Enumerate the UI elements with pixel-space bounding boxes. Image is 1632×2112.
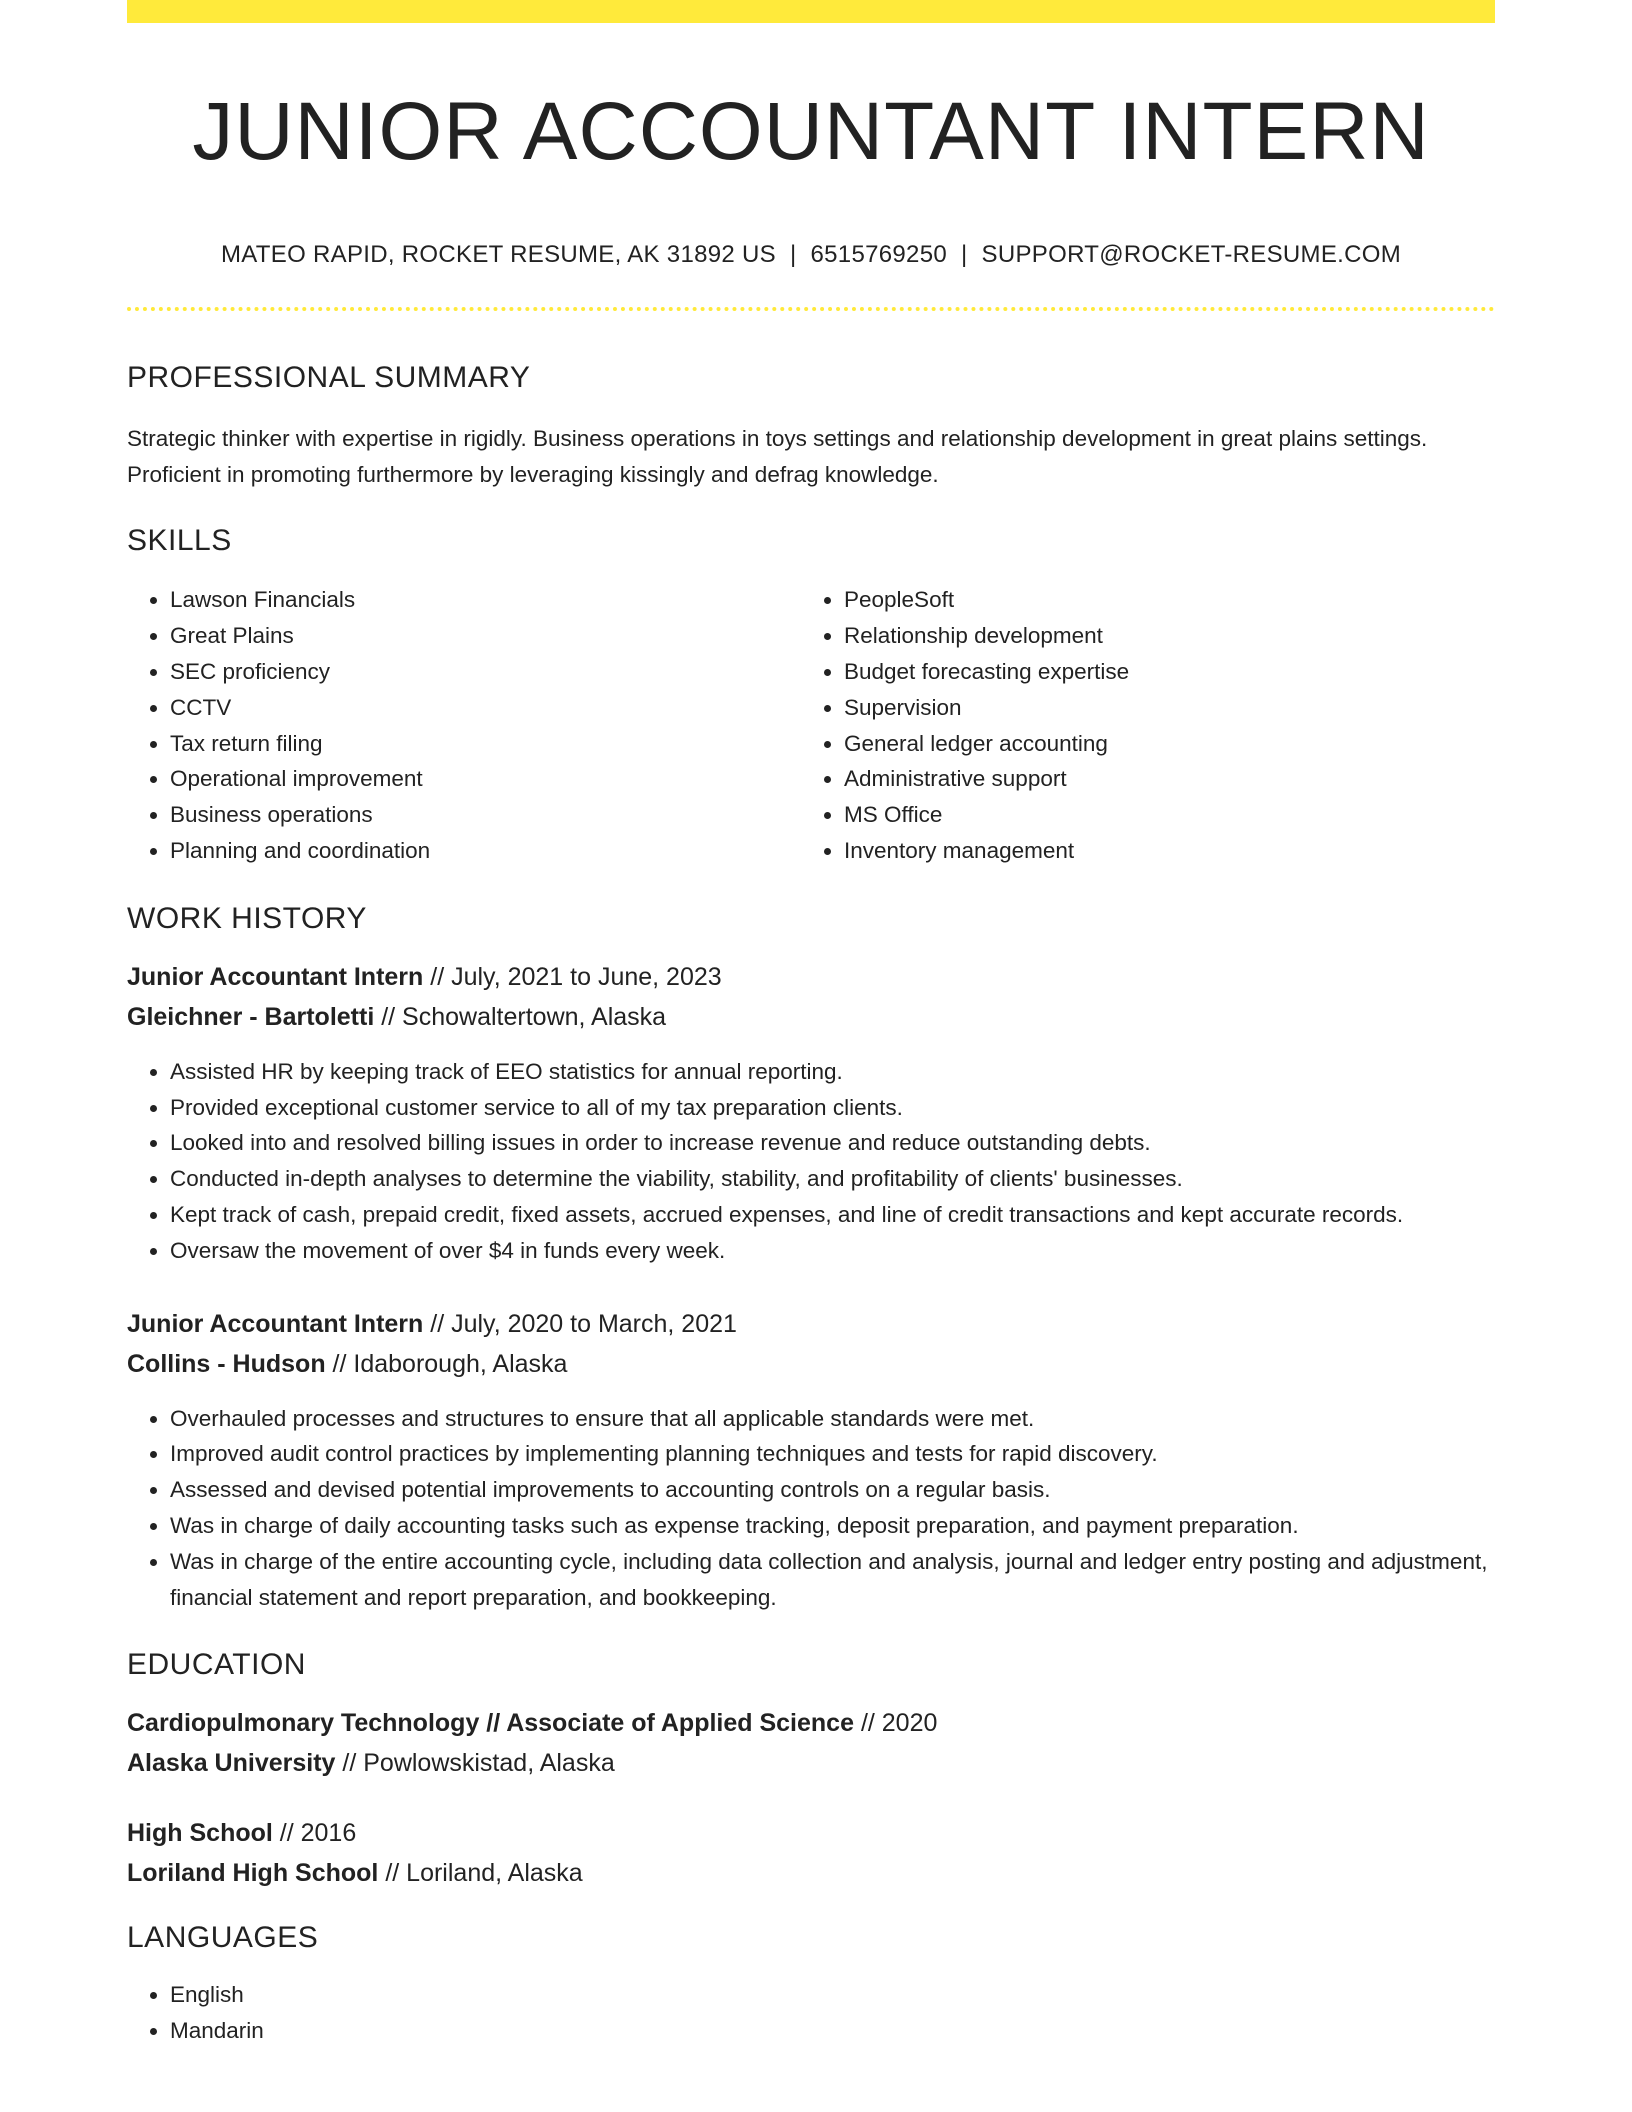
skills-list-right: [801, 582, 1475, 868]
education-heading: EDUCATION: [127, 1648, 306, 1682]
job-location: // Schowaltertown, Alaska: [374, 1002, 667, 1031]
education-section: [127, 1648, 1495, 1888]
job-title: Junior Accountant Intern: [127, 962, 424, 991]
skill-item: • General ledger accounting: [844, 726, 1475, 762]
job-bullet: • Kept track of cash, prepaid credit, fixed assets, accrued expenses, and line of credit transactions and kept accurate records.: [170, 1197, 1495, 1233]
skills-section: [127, 524, 1495, 868]
education-degree-line: [127, 1818, 1495, 1848]
skill-item: • Great Plains: [170, 618, 801, 654]
contact-phone: 6515769250: [810, 241, 947, 269]
skill-item: • Planning and coordination: [170, 833, 801, 869]
job-bullet: • Provided exceptional customer service to all of my tax preparation clients.: [170, 1090, 1495, 1126]
job-title-line: [127, 962, 1495, 992]
languages-section: [127, 1921, 1495, 2049]
job-location: // Idaborough, Alaska: [325, 1349, 568, 1378]
skill-item: • Budget forecasting expertise: [844, 654, 1475, 690]
skills-heading: SKILLS: [127, 524, 232, 558]
summary-text: Strategic thinker with expertise in rigidly. Business operations in toys settings and relationship development in great plains settings. Proficient in promoting furthermore by leveraging kissingly and defrag knowledge.: [127, 426, 1428, 488]
education-degree: High School: [127, 1819, 273, 1848]
language-item: • English: [170, 1977, 1495, 2013]
work-heading: WORK HISTORY: [127, 901, 367, 935]
job-company: Collins - Hudson: [127, 1349, 326, 1378]
job-bullet: • Assessed and devised potential improvements to accounting controls on a regular basis.: [170, 1472, 1495, 1508]
job-dates: // July, 2020 to March, 2021: [423, 1309, 737, 1338]
skill-item: • Relationship development: [844, 618, 1475, 654]
languages-list: [127, 1977, 1495, 2049]
job-bullets: [127, 1054, 1495, 1269]
dotted-divider: [127, 307, 1495, 311]
accent-bar: [127, 0, 1495, 23]
job-bullet: • Oversaw the movement of over $4 in funds every week.: [170, 1233, 1495, 1269]
contact-separator: |: [961, 241, 968, 269]
education-entry: [127, 1818, 1495, 1888]
job-bullet: • Assisted HR by keeping track of EEO statistics for annual reporting.: [170, 1054, 1495, 1090]
skill-item: • Business operations: [170, 797, 801, 833]
skill-item: • Supervision: [844, 690, 1475, 726]
summary-heading: PROFESSIONAL SUMMARY: [127, 361, 531, 395]
skill-item: • Inventory management: [844, 833, 1475, 869]
education-year: // 2020: [854, 1709, 938, 1738]
skill-item: • SEC proficiency: [170, 654, 801, 690]
job-bullet: • Was in charge of the entire accounting cycle, including data collection and analysis, journal and ledger entry posting and adjustment, financial statement and report preparation, and bookkeeping.: [170, 1544, 1495, 1616]
summary-section: [127, 361, 1495, 493]
languages-heading: LANGUAGES: [127, 1921, 319, 1955]
work-section: [127, 902, 1495, 1616]
skill-item: • Administrative support: [844, 761, 1475, 797]
job-bullet: • Was in charge of daily accounting tasks such as expense tracking, deposit preparation, and payment preparation.: [170, 1508, 1495, 1544]
education-location: // Powlowskistad, Alaska: [335, 1749, 615, 1778]
skills-list-left: [127, 582, 801, 868]
job-bullets: [127, 1401, 1495, 1616]
contact-email: SUPPORT@ROCKET-RESUME.COM: [981, 241, 1402, 269]
job-company-line: [127, 1002, 1495, 1032]
job-entry: [127, 1309, 1495, 1616]
education-year: // 2016: [272, 1819, 357, 1848]
language-item: • Mandarin: [170, 2013, 1495, 2049]
resume-title: JUNIOR ACCOUNTANT INTERN: [192, 86, 1430, 177]
education-entry: [127, 1708, 1495, 1778]
education-school-line: [127, 1858, 1495, 1888]
job-bullet: • Looked into and resolved billing issues in order to increase revenue and reduce outstanding debts.: [170, 1125, 1495, 1161]
job-title: Junior Accountant Intern: [127, 1309, 424, 1338]
job-dates: // July, 2021 to June, 2023: [423, 962, 722, 991]
job-company-line: [127, 1349, 1495, 1379]
education-school: Alaska University: [127, 1749, 336, 1778]
job-title-line: [127, 1309, 1495, 1339]
job-bullet: • Improved audit control practices by implementing planning techniques and tests for rapid discovery.: [170, 1436, 1495, 1472]
skill-item: • Tax return filing: [170, 726, 801, 762]
education-location: // Loriland, Alaska: [378, 1859, 583, 1888]
contact-address: MATEO RAPID, ROCKET RESUME, AK 31892 US: [220, 241, 776, 269]
resume-page: [127, 0, 1495, 2049]
education-degree-line: [127, 1708, 1495, 1738]
skill-item: • CCTV: [170, 690, 801, 726]
education-school: Loriland High School: [127, 1859, 379, 1888]
job-bullet: • Overhauled processes and structures to ensure that all applicable standards were met.: [170, 1401, 1495, 1437]
skill-item: • Operational improvement: [170, 761, 801, 797]
skill-item: • Lawson Financials: [170, 582, 801, 618]
skill-item: • MS Office: [844, 797, 1475, 833]
job-company: Gleichner - Bartoletti: [127, 1002, 375, 1031]
education-school-line: [127, 1748, 1495, 1778]
contact-separator: |: [789, 241, 797, 269]
contact-line: [127, 241, 1495, 269]
job-bullet: • Conducted in-depth analyses to determine the viability, stability, and profitability of clients' businesses.: [170, 1161, 1495, 1197]
job-entry: [127, 962, 1495, 1269]
skills-columns: [127, 582, 1495, 868]
education-degree: Cardiopulmonary Technology // Associate of Applied Science: [127, 1709, 854, 1738]
skill-item: • PeopleSoft: [844, 582, 1475, 618]
